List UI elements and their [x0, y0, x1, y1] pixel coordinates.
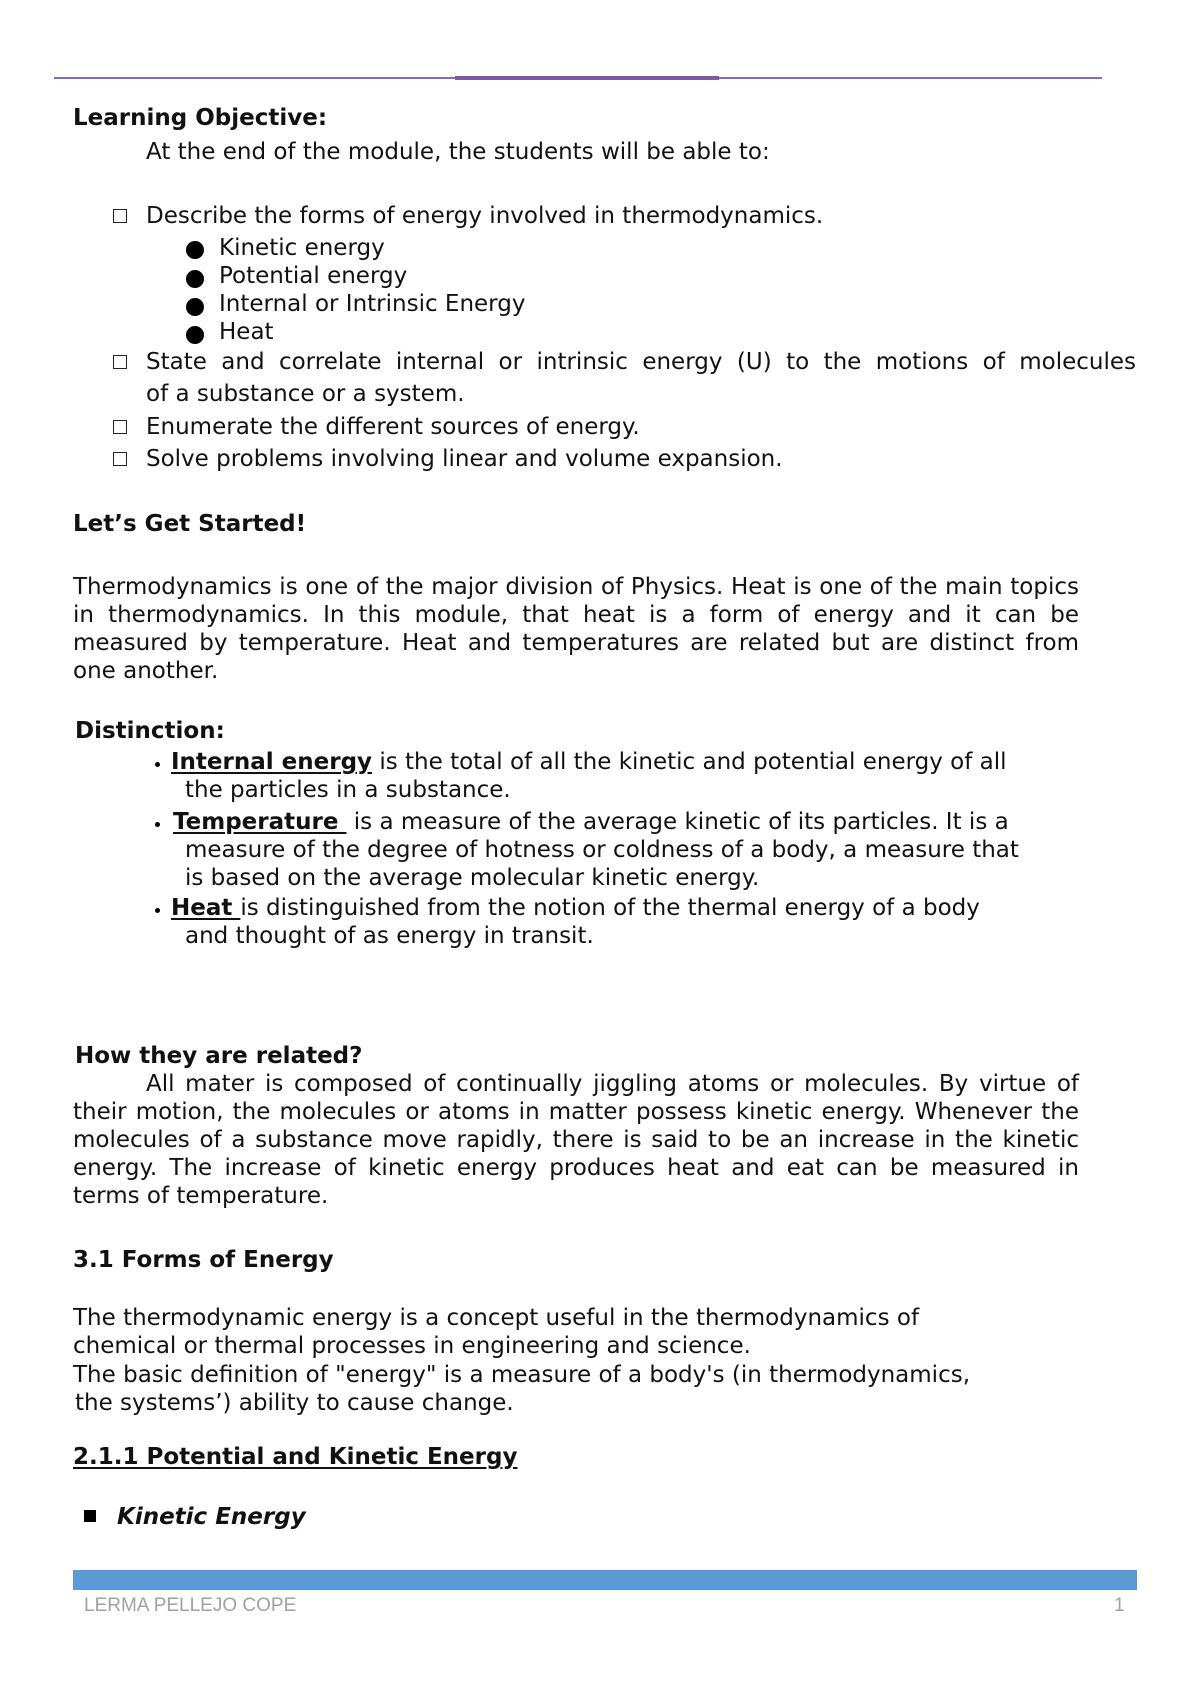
definition-text-continued: and thought of as energy in transit. — [185, 923, 594, 949]
checkbox-icon — [113, 452, 127, 466]
bullet-icon — [155, 822, 160, 827]
term-temperature: Temperature — [173, 809, 347, 835]
form-item: Kinetic energy — [219, 235, 385, 261]
forms-text: The thermodynamic energy is a concept useful in the thermodynamics of — [73, 1305, 920, 1331]
header-rule-accent — [455, 76, 719, 80]
distinction-item — [173, 808, 1009, 836]
definition-text: is distinguished from the notion of the thermal energy of a body — [240, 895, 980, 921]
form-item: Heat — [219, 319, 274, 345]
bullet-icon — [155, 908, 160, 913]
form-item: Internal or Intrinsic Energy — [219, 291, 526, 317]
objective-item: Solve problems involving linear and volume expansion. — [146, 446, 783, 472]
learning-objective-heading: Learning Objective: — [73, 105, 328, 131]
bullet-icon — [186, 326, 204, 344]
objective-item: Describe the forms of energy involved in thermodynamics. — [146, 203, 824, 229]
get-started-heading: Let’s Get Started! — [73, 511, 307, 537]
subsection-heading: 2.1.1 Potential and Kinetic Energy — [73, 1444, 518, 1470]
distinction-item — [171, 748, 1007, 776]
bullet-icon — [186, 298, 204, 316]
distinction-item — [171, 894, 980, 922]
get-started-paragraph: Thermodynamics is one of the major division of Physics. Heat is one of the main topics in thermodynamics. In this module, that heat is a form of energy and it can be measured by temperature. Heat and temperatures are related but are distinct from one another. — [73, 574, 1079, 684]
objective-item: State and correlate internal or intrinsic energy (U) to the motions of molecules — [146, 349, 1136, 375]
definition-text: is a measure of the average kinetic of its particles. It is a — [346, 809, 1009, 835]
bullet-icon — [186, 270, 204, 288]
definition-text-continued: measure of the degree of hotness or coldness of a body, a measure that — [185, 837, 1019, 863]
forms-text: the systems’) ability to cause change. — [75, 1390, 514, 1416]
page-number: 1 — [1114, 1595, 1125, 1616]
objective-item-continued: of a substance or a system. — [146, 381, 465, 407]
square-bullet-icon — [84, 1510, 96, 1522]
term-heat: Heat — [171, 895, 241, 921]
term-internal-energy: Internal energy — [171, 749, 373, 775]
learning-objective-intro: At the end of the module, the students will be able to: — [146, 139, 770, 165]
related-paragraph: All mater is composed of continually jiggling atoms or molecules. By virtue of their motion, the molecules or atoms in matter possess kinetic energy. Whenever the molecules of a substance move rapidly, there is said to be an increase in the kinetic energy. The increase of kinetic energy produces heat and eat can be measured in terms of temperature. — [73, 1071, 1079, 1209]
footer-bar — [73, 1570, 1137, 1590]
objective-item: Enumerate the different sources of energy. — [146, 414, 640, 440]
checkbox-icon — [113, 355, 127, 369]
form-item: Potential energy — [219, 263, 408, 289]
forms-text: The basic definition of "energy" is a measure of a body's (in thermodynamics, — [73, 1362, 971, 1388]
bullet-icon — [186, 241, 204, 259]
bullet-icon — [155, 762, 160, 767]
checkbox-icon — [113, 209, 127, 223]
footer-author: LERMA PELLEJO COPE — [84, 1595, 297, 1616]
definition-text-continued: the particles in a substance. — [185, 777, 511, 803]
definition-text-continued: is based on the average molecular kinetic energy. — [185, 865, 760, 891]
kinetic-energy-heading: Kinetic Energy — [117, 1504, 306, 1530]
definition-text: is the total of all the kinetic and potential energy of all — [372, 749, 1007, 775]
forms-heading: 3.1 Forms of Energy — [73, 1247, 334, 1273]
forms-text: chemical or thermal processes in engineering and science. — [73, 1333, 751, 1359]
distinction-heading: Distinction: — [75, 718, 225, 744]
related-heading: How they are related? — [75, 1043, 363, 1069]
checkbox-icon — [113, 420, 127, 434]
